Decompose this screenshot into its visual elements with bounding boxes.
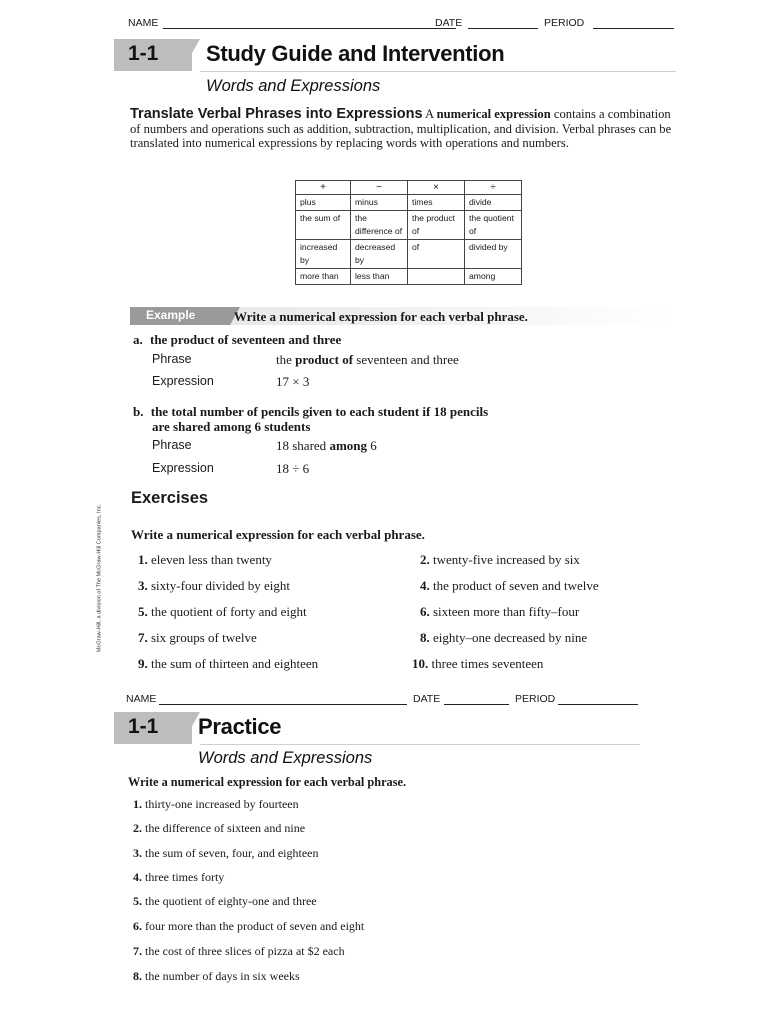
practice-instruction: Write a numerical expression for each verbal phrase. <box>128 775 407 789</box>
date-label: DATE <box>435 17 463 29</box>
table-cell: more than <box>296 269 351 285</box>
table-row <box>296 211 522 240</box>
sheet1-header <box>128 17 674 33</box>
key-term: numerical expression <box>436 107 551 121</box>
table-header-row <box>296 181 522 195</box>
exercise-item: 7. six groups of twelve <box>138 630 257 645</box>
example-label: Example <box>146 308 196 322</box>
example-a: a. the product of seventeen and three <box>133 332 342 347</box>
exercise-item: 6. sixteen more than fifty–four <box>420 604 580 619</box>
name-label: NAME <box>128 17 159 29</box>
table-cell: times <box>408 195 465 211</box>
intro-paragraph: Translate Verbal Phrases into Expressions A numerical expression contains a combination of numbers and operations such as addition, subtraction, multiplication, and division. Verbal phrases can be translated into numerical expressions by replacing words with operations and numbers. <box>130 106 672 151</box>
exercise-item: 9. the sum of thirteen and eighteen <box>138 656 319 671</box>
example-b-text-line2: are shared among 6 students <box>152 419 311 434</box>
practice-item: 2. the difference of sixteen and nine <box>133 821 306 835</box>
period-blank <box>558 704 638 705</box>
section-heading: Translate Verbal Phrases into Expressions <box>130 106 423 122</box>
exercise-item: 2. twenty-five increased by six <box>420 552 580 567</box>
lesson-number: 1-1 <box>128 715 159 738</box>
example-b-phrase: 18 shared among 6 <box>276 438 377 453</box>
example-a-expression: 17 × 3 <box>276 374 310 389</box>
sheet2-header <box>126 693 638 709</box>
exercise-item: 10. three times seventeen <box>412 656 544 671</box>
table-cell: divided by <box>465 240 522 269</box>
lesson-number: 1-1 <box>128 42 159 65</box>
exercise-item: 8. eighty–one decreased by nine <box>420 630 588 645</box>
exercise-item: 4. the product of seven and twelve <box>420 578 599 593</box>
page-subtitle: Words and Expressions <box>198 749 373 767</box>
date-blank <box>444 704 509 705</box>
period-label: PERIOD <box>544 17 585 29</box>
table-row <box>296 240 522 269</box>
table-cell: less than <box>351 269 408 285</box>
table-cell: among <box>465 269 522 285</box>
page-title: Study Guide and Intervention <box>206 41 505 66</box>
table-header: ÷ <box>465 181 522 195</box>
table-cell: the sum of <box>296 211 351 240</box>
name-blank <box>159 704 407 705</box>
exercise-item: 1. eleven less than twenty <box>138 552 272 567</box>
practice-item: 7. the cost of three slices of pizza at $2 each <box>133 944 345 958</box>
date-label: DATE <box>413 693 441 705</box>
exercises-heading: Exercises <box>131 489 209 507</box>
example-a-phrase-label: Phrase <box>152 352 192 366</box>
example-b-text-line1: the total number of pencils given to each student if 18 pencils <box>150 404 489 419</box>
table-row <box>296 269 522 285</box>
period-label: PERIOD <box>515 693 556 705</box>
table-header: × <box>408 181 465 195</box>
table-cell: increased by <box>296 240 351 269</box>
practice-item: 1. thirty-one increased by fourteen <box>133 797 299 811</box>
example-b: b. the total number of pencils given to each student if 18 pencils are shared among 6 students <box>133 404 489 434</box>
example-a-expression-label: Expression <box>152 374 214 388</box>
table-cell: the difference of <box>351 211 408 240</box>
copyright-notice: McGraw-Hill, a division of The McGraw-Hill Companies, Inc. <box>96 503 103 653</box>
table-cell: divide <box>465 195 522 211</box>
period-blank <box>593 28 674 29</box>
example-bar <box>130 305 675 327</box>
table-cell: the product of <box>408 211 465 240</box>
exercise-item: 5. the quotient of forty and eight <box>138 604 307 619</box>
exercises-instruction: Write a numerical expression for each verbal phrase. <box>131 527 425 542</box>
table-cell: minus <box>351 195 408 211</box>
table-cell <box>408 269 465 285</box>
example-b-expression: 18 ÷ 6 <box>276 461 310 476</box>
practice-item: 8. the number of days in six weeks <box>133 969 300 983</box>
table-cell: decreased by <box>351 240 408 269</box>
table-cell: of <box>408 240 465 269</box>
lesson-banner <box>114 39 676 73</box>
table-cell: the quotient of <box>465 211 522 240</box>
example-b-phrase-label: Phrase <box>152 438 192 452</box>
example-a-text: the product of seventeen and three <box>150 332 342 347</box>
page-title: Practice <box>198 714 282 739</box>
name-label: NAME <box>126 693 157 705</box>
page-subtitle: Words and Expressions <box>206 77 381 95</box>
example-b-expression-label: Expression <box>152 461 214 475</box>
example-a-phrase: the product of seventeen and three <box>276 352 459 367</box>
example-label-box <box>130 307 230 325</box>
practice-item: 5. the quotient of eighty-one and three <box>133 894 317 908</box>
table-header: + <box>296 181 351 195</box>
practice-item: 6. four more than the product of seven and eight <box>133 919 365 933</box>
table-header: − <box>351 181 408 195</box>
example-prompt: Write a numerical expression for each verbal phrase. <box>234 309 528 324</box>
operations-table <box>295 180 522 285</box>
practice-item: 4. three times forty <box>133 870 225 884</box>
table-row <box>296 195 522 211</box>
date-blank <box>468 28 538 29</box>
exercise-item: 3. sixty-four divided by eight <box>138 578 291 593</box>
table-cell: plus <box>296 195 351 211</box>
lesson-banner <box>114 712 640 746</box>
name-blank <box>163 28 456 29</box>
practice-item: 3. the sum of seven, four, and eighteen <box>133 846 319 860</box>
